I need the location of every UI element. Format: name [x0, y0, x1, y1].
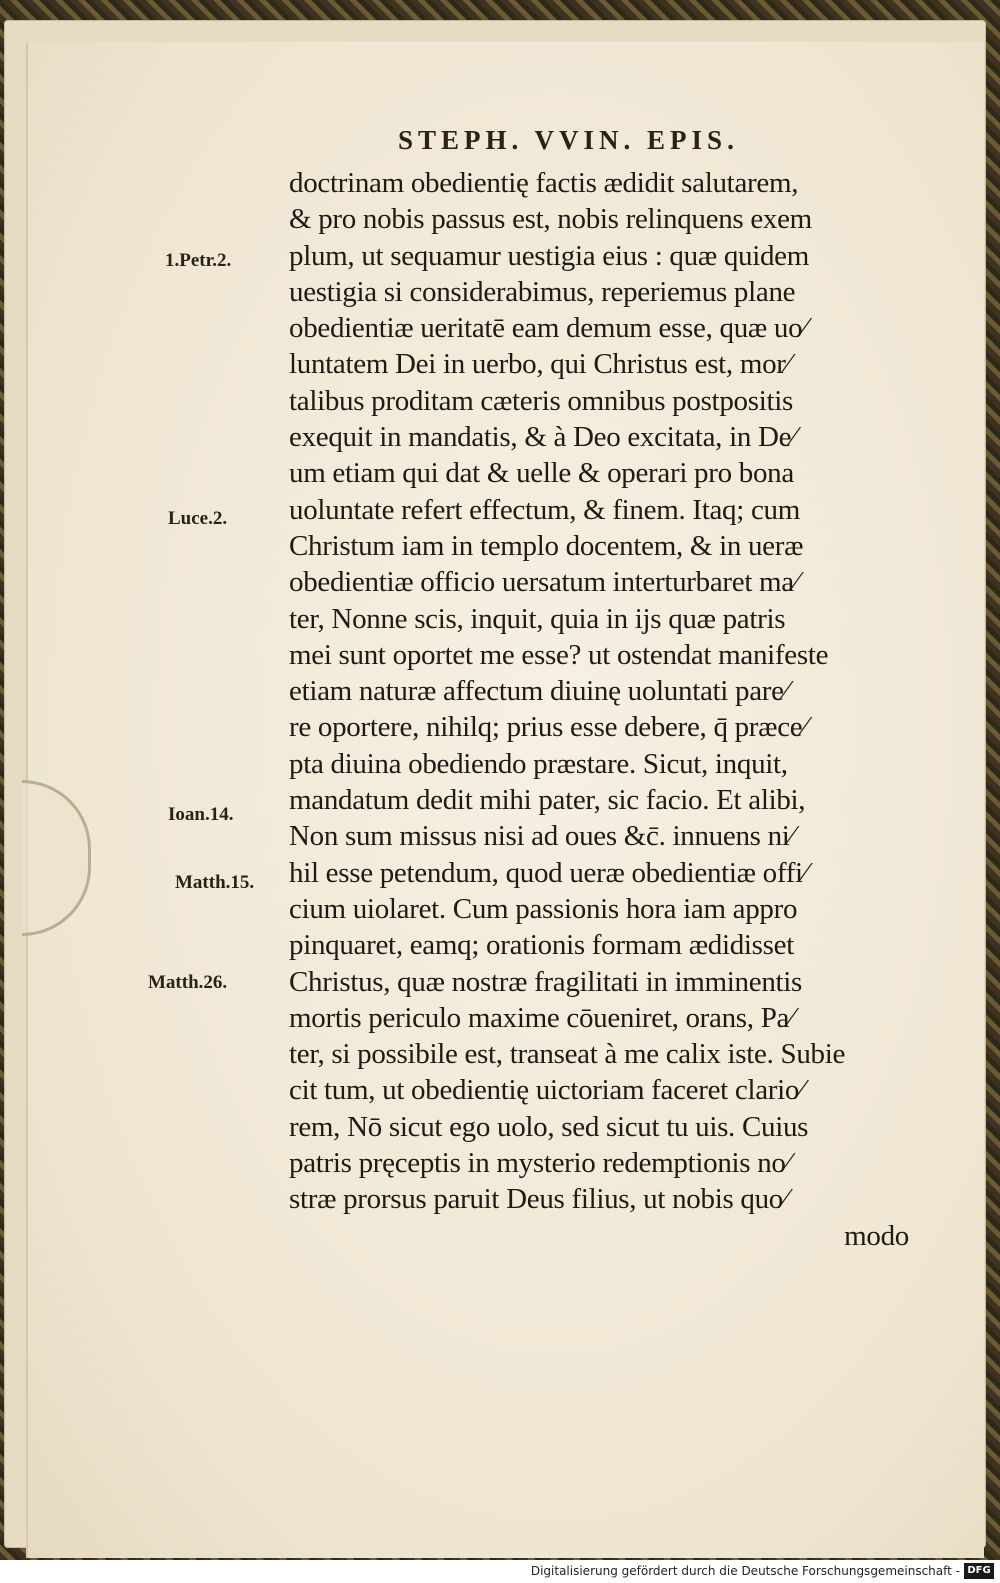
text-line: exequit in mandatis, & à Deo excitata, in De⁄: [289, 421, 796, 454]
text-line: doctrinam obedientię factis ædidit salutarem,: [289, 167, 799, 199]
text-line: stræ prorsus paruit Deus filius, ut nobis quo⁄: [289, 1183, 788, 1216]
text-line: obedientiæ ueritatē eam demum esse, quæ uo⁄: [289, 312, 807, 345]
text-line: patris pręceptis in mysterio redemptionis no⁄: [289, 1147, 791, 1180]
text-line: mandatum dedit mihi pater, sic facio. Et alibi,: [289, 784, 806, 817]
marginal-note: Matth.26.: [148, 972, 228, 993]
text-line: obedientiæ officio uersatum interturbaret ma⁄: [289, 566, 799, 599]
marginal-note: Luce.2.: [168, 508, 228, 529]
text-line: mei sunt oportet me esse? ut ostendat manifeste: [289, 638, 829, 671]
text-line: pinquaret, eamq; orationis formam ædidisset: [289, 929, 794, 962]
marginal-note: Matth.15.: [175, 872, 255, 893]
text-line: & pro nobis passus est, nobis relinquens exem: [289, 203, 812, 236]
body-text: [289, 165, 929, 1254]
text-line: cium uiolaret. Cum passionis hora iam appro: [289, 892, 798, 925]
text-line: ter, Nonne scis, inquit, quia in ijs quæ patris: [289, 602, 786, 635]
footer-bar: [0, 1560, 1000, 1583]
text-line: Christum iam in templo docentem, & in ueræ: [289, 529, 804, 562]
text-line: plum, ut sequamur uestigia eius : quæ quidem: [289, 239, 810, 272]
text-line: luntatem Dei in uerbo, qui Christus est, mor⁄: [289, 348, 791, 381]
text-line: rem, Nō sicut ego uolo, sed sicut tu uis. Cuius: [289, 1110, 809, 1143]
text-line: Non sum missus nisi ad oues &c̄. innuens ni⁄: [289, 820, 795, 853]
text-line: pta diuina obediendo præstare. Sicut, inquit,: [289, 747, 788, 780]
funding-credit: Digitalisierung gefördert durch die Deutsche Forschungsgemeinschaft -: [530, 1564, 960, 1578]
text-line: talibus proditam cæteris omnibus postpositis: [289, 384, 793, 417]
page-clip: [22, 780, 91, 936]
text-line: uoluntate refert effectum, & finem. Itaq; cum: [289, 493, 800, 526]
running-head: STEPH. VVIN. EPIS.: [398, 125, 739, 155]
text-line: mortis periculo maxime cōueniret, orans, Pa⁄: [289, 1001, 794, 1034]
text-line: uestigia si considerabimus, reperiemus plane: [289, 275, 796, 308]
text-line: um etiam qui dat & uelle & operari pro bona: [289, 457, 794, 490]
dfg-logo: DFG: [964, 1563, 994, 1579]
text-line: cit tum, ut obedientię uictoriam faceret clario⁄: [289, 1074, 804, 1107]
text-line: Christus, quæ nostræ fragilitati in imminentis: [289, 965, 803, 998]
marginal-note: Ioan.14.: [168, 804, 234, 825]
catchword: modo: [844, 1219, 909, 1252]
text-line: re oportere, nihilq; prius esse debere, q̄ præce⁄: [289, 711, 807, 744]
text-line: ter, si possibile est, transeat à me calix iste. Subie: [289, 1038, 846, 1071]
text-line: etiam naturæ affectum diuinę uoluntati pare⁄: [289, 675, 789, 708]
text-line: hil esse petendum, quod ueræ obedientiæ offi⁄: [289, 856, 808, 889]
marginal-note: 1.Petr.2.: [165, 250, 232, 271]
